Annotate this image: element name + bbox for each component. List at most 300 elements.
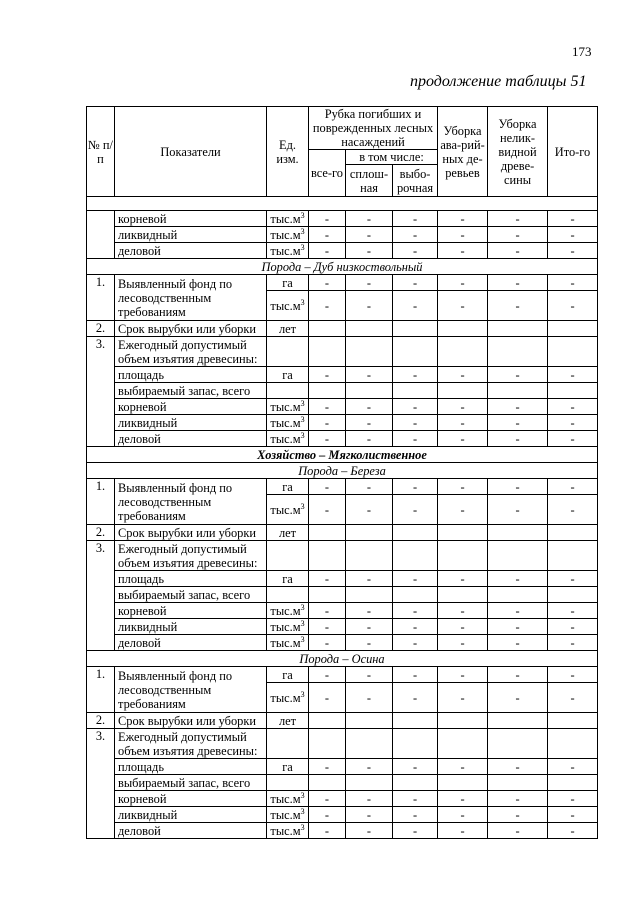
indicator-cell: ликвидный: [115, 227, 267, 243]
empty-cell: [548, 337, 598, 367]
header-illiquid: Уборка нелик-видной древе-сины: [488, 107, 548, 197]
unit-cell: $тыс.м^3$: [267, 683, 309, 713]
value-cell: -: [309, 495, 346, 525]
value-cell: -: [488, 211, 548, 227]
unit-cell: $тыс.м^3$: [267, 227, 309, 243]
header-num: № п/п: [87, 107, 115, 197]
header-unit: Ед. изм.: [267, 107, 309, 197]
value-cell: -: [309, 791, 346, 807]
indicator-cell: ликвидный: [115, 807, 267, 823]
value-cell: -: [548, 431, 598, 447]
table-row: [87, 415, 598, 431]
section-row: [87, 447, 598, 463]
unit-superscript: 3: [300, 689, 305, 699]
num-cell: 3.: [87, 541, 115, 651]
indicator-cell: деловой: [115, 431, 267, 447]
value-cell: -: [393, 399, 438, 415]
value-cell: -: [393, 291, 438, 321]
table-row: [87, 383, 598, 399]
unit-superscript: 3: [300, 822, 305, 832]
table-row: [87, 227, 598, 243]
unit-cell: га: [267, 367, 309, 383]
indicator-cell: Срок вырубки или уборки: [115, 321, 267, 337]
empty-cell: [267, 541, 309, 571]
empty-cell: [488, 337, 548, 367]
section-title: Порода – Дуб низкоствольный: [87, 259, 598, 275]
empty-cell: [309, 383, 346, 399]
value-cell: -: [438, 635, 488, 651]
indicator-cell: Выявленный фонд по лесоводственным требованиям: [115, 275, 267, 321]
empty-cell: [488, 541, 548, 571]
indicator-cell: Ежегодный допустимый объем изъятия древесины:: [115, 729, 267, 759]
value-cell: -: [488, 291, 548, 321]
empty-cell: [548, 713, 598, 729]
value-cell: -: [548, 667, 598, 683]
empty-cell: [309, 337, 346, 367]
unit-cell: $тыс.м^3$: [267, 791, 309, 807]
value-cell: -: [438, 367, 488, 383]
value-cell: -: [548, 227, 598, 243]
unit-cell: га: [267, 275, 309, 291]
unit-superscript: 3: [300, 618, 305, 628]
value-cell: -: [438, 571, 488, 587]
unit-cell: $тыс.м^3$: [267, 495, 309, 525]
value-cell: -: [393, 667, 438, 683]
value-cell: -: [548, 243, 598, 259]
value-cell: -: [548, 211, 598, 227]
indicator-cell: площадь: [115, 759, 267, 775]
value-cell: -: [309, 807, 346, 823]
indicator-cell: выбираемый запас, всего: [115, 775, 267, 791]
num-cell: 3.: [87, 337, 115, 447]
empty-cell: [393, 541, 438, 571]
value-cell: -: [438, 431, 488, 447]
table-row: [87, 321, 598, 337]
value-cell: -: [346, 431, 393, 447]
value-cell: -: [438, 823, 488, 839]
indicator-cell: Выявленный фонд по лесоводственным требованиям: [115, 479, 267, 525]
value-cell: -: [548, 495, 598, 525]
value-cell: -: [309, 635, 346, 651]
value-cell: -: [488, 571, 548, 587]
indicator-cell: деловой: [115, 635, 267, 651]
unit-cell: $тыс.м^3$: [267, 635, 309, 651]
value-cell: -: [488, 243, 548, 259]
empty-cell: [393, 729, 438, 759]
empty-cell: [309, 525, 346, 541]
value-cell: -: [393, 807, 438, 823]
value-cell: -: [309, 211, 346, 227]
value-cell: -: [438, 291, 488, 321]
unit-superscript: 3: [300, 242, 305, 252]
value-cell: -: [346, 479, 393, 495]
empty-cell: [346, 587, 393, 603]
value-cell: -: [309, 479, 346, 495]
unit-superscript: 3: [300, 806, 305, 816]
unit-cell: га: [267, 759, 309, 775]
value-cell: -: [346, 683, 393, 713]
value-cell: -: [346, 571, 393, 587]
unit-superscript: 3: [300, 634, 305, 644]
empty-cell: [438, 321, 488, 337]
unit-superscript: 3: [300, 210, 305, 220]
empty-cell: [309, 729, 346, 759]
section-title: Порода – Береза: [87, 463, 598, 479]
value-cell: -: [488, 495, 548, 525]
table-row: [87, 243, 598, 259]
value-cell: -: [438, 227, 488, 243]
unit-cell: га: [267, 479, 309, 495]
value-cell: -: [548, 291, 598, 321]
indicator-cell: Выявленный фонд по лесоводственным требованиям: [115, 667, 267, 713]
value-cell: -: [346, 495, 393, 525]
empty-cell: [438, 775, 488, 791]
empty-cell: [309, 587, 346, 603]
unit-cell: $тыс.м^3$: [267, 619, 309, 635]
value-cell: -: [438, 479, 488, 495]
value-cell: -: [346, 415, 393, 431]
table-row: [87, 211, 598, 227]
value-cell: -: [309, 683, 346, 713]
unit-cell: $тыс.м^3$: [267, 399, 309, 415]
value-cell: -: [346, 603, 393, 619]
unit-superscript: 3: [300, 297, 305, 307]
empty-cell: [267, 729, 309, 759]
empty-cell: [488, 321, 548, 337]
value-cell: -: [393, 571, 438, 587]
empty-cell: [346, 525, 393, 541]
table-row: [87, 431, 598, 447]
unit-cell: лет: [267, 321, 309, 337]
table-row: [87, 807, 598, 823]
unit-superscript: 3: [300, 430, 305, 440]
empty-cell: [346, 541, 393, 571]
section-row: [87, 463, 598, 479]
indicator-cell: Срок вырубки или уборки: [115, 713, 267, 729]
unit-superscript: 3: [300, 414, 305, 424]
data-table: [86, 106, 598, 839]
num-cell: 2.: [87, 713, 115, 729]
unit-cell: $тыс.м^3$: [267, 823, 309, 839]
value-cell: -: [393, 243, 438, 259]
header-all: все-го: [309, 150, 346, 197]
table-row: [87, 587, 598, 603]
unit-cell: $тыс.м^3$: [267, 243, 309, 259]
unit-cell: $тыс.м^3$: [267, 431, 309, 447]
unit-superscript: 3: [300, 226, 305, 236]
unit-superscript: 3: [300, 398, 305, 408]
spacer-row: [87, 197, 598, 211]
indicator-cell: Ежегодный допустимый объем изъятия древесины:: [115, 337, 267, 367]
value-cell: -: [309, 431, 346, 447]
empty-cell: [438, 383, 488, 399]
value-cell: -: [548, 619, 598, 635]
value-cell: -: [438, 807, 488, 823]
value-cell: -: [309, 243, 346, 259]
empty-cell: [393, 775, 438, 791]
table-row: [87, 479, 598, 495]
value-cell: -: [309, 619, 346, 635]
empty-cell: [267, 775, 309, 791]
empty-cell: [438, 729, 488, 759]
value-cell: -: [346, 807, 393, 823]
table-row: [87, 775, 598, 791]
value-cell: -: [393, 823, 438, 839]
value-cell: -: [548, 823, 598, 839]
empty-cell: [488, 713, 548, 729]
empty-cell: [309, 713, 346, 729]
header-select: выбо-рочная: [393, 165, 438, 197]
value-cell: -: [548, 683, 598, 713]
value-cell: -: [393, 495, 438, 525]
page-number: 173: [572, 44, 592, 59]
table-row: [87, 791, 598, 807]
section-title: Порода – Осина: [87, 651, 598, 667]
table-row: [87, 823, 598, 839]
value-cell: -: [393, 683, 438, 713]
unit-superscript: 3: [300, 501, 305, 511]
value-cell: -: [548, 807, 598, 823]
table-row: [87, 667, 598, 683]
value-cell: -: [393, 791, 438, 807]
value-cell: -: [309, 227, 346, 243]
value-cell: -: [438, 399, 488, 415]
empty-cell: [346, 775, 393, 791]
empty-cell: [267, 587, 309, 603]
unit-cell: га: [267, 667, 309, 683]
empty-cell: [346, 729, 393, 759]
unit-cell: лет: [267, 525, 309, 541]
unit-cell: $тыс.м^3$: [267, 211, 309, 227]
table-row: [87, 525, 598, 541]
empty-cell: [393, 525, 438, 541]
value-cell: -: [438, 415, 488, 431]
value-cell: -: [548, 759, 598, 775]
value-cell: -: [488, 635, 548, 651]
value-cell: -: [393, 367, 438, 383]
num-cell: [87, 211, 115, 259]
indicator-cell: ликвидный: [115, 619, 267, 635]
value-cell: -: [346, 667, 393, 683]
header-incl: в том числе:: [346, 150, 438, 165]
value-cell: -: [346, 243, 393, 259]
unit-superscript: 3: [300, 790, 305, 800]
value-cell: -: [488, 683, 548, 713]
table-continuation-caption: продолжение таблицы 51: [410, 73, 587, 90]
indicator-cell: деловой: [115, 243, 267, 259]
value-cell: -: [488, 619, 548, 635]
value-cell: -: [488, 275, 548, 291]
value-cell: -: [309, 399, 346, 415]
value-cell: -: [438, 791, 488, 807]
value-cell: -: [488, 227, 548, 243]
num-cell: 1.: [87, 667, 115, 713]
value-cell: -: [548, 635, 598, 651]
value-cell: -: [393, 431, 438, 447]
value-cell: -: [548, 275, 598, 291]
table-row: [87, 603, 598, 619]
section-row: [87, 259, 598, 275]
empty-cell: [548, 775, 598, 791]
value-cell: -: [346, 823, 393, 839]
empty-cell: [488, 525, 548, 541]
num-cell: 1.: [87, 479, 115, 525]
value-cell: -: [548, 479, 598, 495]
indicator-cell: Ежегодный допустимый объем изъятия древесины:: [115, 541, 267, 571]
value-cell: -: [548, 415, 598, 431]
empty-cell: [267, 383, 309, 399]
indicator-cell: деловой: [115, 823, 267, 839]
empty-cell: [548, 525, 598, 541]
empty-cell: [393, 713, 438, 729]
value-cell: -: [393, 211, 438, 227]
indicator-cell: корневой: [115, 399, 267, 415]
indicator-cell: ликвидный: [115, 415, 267, 431]
value-cell: -: [438, 243, 488, 259]
value-cell: -: [309, 275, 346, 291]
value-cell: -: [488, 603, 548, 619]
value-cell: -: [393, 479, 438, 495]
value-cell: -: [393, 415, 438, 431]
value-cell: -: [393, 227, 438, 243]
empty-cell: [393, 337, 438, 367]
unit-cell: $тыс.м^3$: [267, 291, 309, 321]
unit-cell: $тыс.м^3$: [267, 807, 309, 823]
value-cell: -: [438, 667, 488, 683]
empty-cell: [346, 337, 393, 367]
header-clear: сплош-ная: [346, 165, 393, 197]
table-row: [87, 541, 598, 571]
value-cell: -: [346, 211, 393, 227]
value-cell: -: [346, 759, 393, 775]
value-cell: -: [393, 635, 438, 651]
table-row: [87, 713, 598, 729]
empty-cell: [488, 775, 548, 791]
table-row: [87, 337, 598, 367]
indicator-cell: Срок вырубки или уборки: [115, 525, 267, 541]
empty-cell: [438, 541, 488, 571]
empty-cell: [346, 321, 393, 337]
indicator-cell: выбираемый запас, всего: [115, 383, 267, 399]
value-cell: -: [438, 275, 488, 291]
value-cell: -: [346, 291, 393, 321]
empty-cell: [548, 383, 598, 399]
value-cell: -: [346, 619, 393, 635]
value-cell: -: [393, 759, 438, 775]
value-cell: -: [548, 399, 598, 415]
unit-cell: га: [267, 571, 309, 587]
value-cell: -: [309, 759, 346, 775]
value-cell: -: [309, 823, 346, 839]
empty-cell: [393, 587, 438, 603]
value-cell: -: [488, 367, 548, 383]
value-cell: -: [346, 367, 393, 383]
table-row: [87, 619, 598, 635]
indicator-cell: выбираемый запас, всего: [115, 587, 267, 603]
table-row: [87, 399, 598, 415]
value-cell: -: [488, 479, 548, 495]
empty-cell: [488, 383, 548, 399]
value-cell: -: [309, 415, 346, 431]
empty-cell: [548, 587, 598, 603]
unit-superscript: 3: [300, 602, 305, 612]
empty-cell: [548, 541, 598, 571]
value-cell: -: [309, 603, 346, 619]
header-total: Ито-го: [548, 107, 598, 197]
unit-cell: $тыс.м^3$: [267, 603, 309, 619]
value-cell: -: [393, 275, 438, 291]
value-cell: -: [488, 415, 548, 431]
value-cell: -: [346, 399, 393, 415]
empty-cell: [488, 587, 548, 603]
section-title: Хозяйство – Мягколиственное: [87, 447, 598, 463]
empty-cell: [309, 321, 346, 337]
value-cell: -: [438, 211, 488, 227]
value-cell: -: [488, 823, 548, 839]
indicator-cell: площадь: [115, 367, 267, 383]
value-cell: -: [548, 791, 598, 807]
value-cell: -: [438, 603, 488, 619]
empty-cell: [393, 383, 438, 399]
empty-cell: [488, 729, 548, 759]
value-cell: -: [548, 367, 598, 383]
empty-cell: [548, 729, 598, 759]
empty-cell: [438, 713, 488, 729]
empty-cell: [267, 337, 309, 367]
table-row: [87, 729, 598, 759]
value-cell: -: [393, 603, 438, 619]
value-cell: -: [488, 431, 548, 447]
indicator-cell: площадь: [115, 571, 267, 587]
value-cell: -: [438, 495, 488, 525]
value-cell: -: [488, 759, 548, 775]
header-indicator: Показатели: [115, 107, 267, 197]
value-cell: -: [309, 291, 346, 321]
num-cell: 1.: [87, 275, 115, 321]
indicator-cell: корневой: [115, 791, 267, 807]
empty-cell: [438, 587, 488, 603]
table-row: [87, 571, 598, 587]
header-felling: Рубка погибших и поврежденных лесных насаждений: [309, 107, 438, 150]
value-cell: -: [548, 603, 598, 619]
value-cell: -: [346, 275, 393, 291]
indicator-cell: корневой: [115, 211, 267, 227]
empty-cell: [548, 321, 598, 337]
empty-cell: [346, 713, 393, 729]
value-cell: -: [488, 399, 548, 415]
header-emergency: Уборка ава-рий-ных де-ревьев: [438, 107, 488, 197]
table-row: [87, 635, 598, 651]
value-cell: -: [488, 791, 548, 807]
num-cell: 2.: [87, 525, 115, 541]
value-cell: -: [346, 791, 393, 807]
indicator-cell: корневой: [115, 603, 267, 619]
empty-cell: [346, 383, 393, 399]
value-cell: -: [309, 367, 346, 383]
value-cell: -: [488, 667, 548, 683]
value-cell: -: [548, 571, 598, 587]
value-cell: -: [309, 667, 346, 683]
value-cell: -: [393, 619, 438, 635]
table-row: [87, 367, 598, 383]
value-cell: -: [309, 571, 346, 587]
empty-cell: [438, 337, 488, 367]
value-cell: -: [488, 807, 548, 823]
section-row: [87, 651, 598, 667]
value-cell: -: [346, 227, 393, 243]
value-cell: -: [438, 683, 488, 713]
table-row: [87, 759, 598, 775]
